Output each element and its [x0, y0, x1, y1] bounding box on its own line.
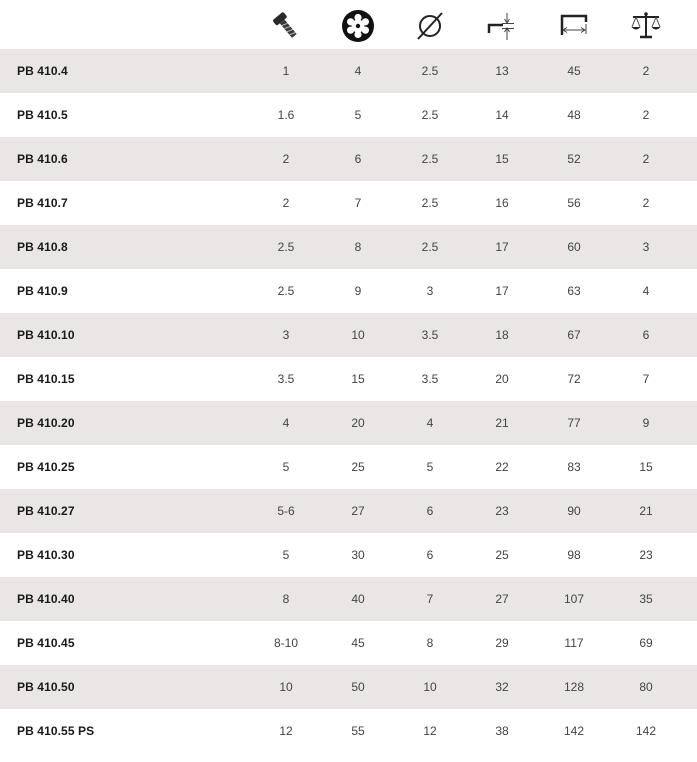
table-cell: 2.5 [277, 240, 295, 254]
product-code: PB 410.9 [17, 284, 68, 298]
table-cell: 14 [495, 108, 509, 122]
torx-star-icon [341, 9, 375, 43]
table-cell: 10 [351, 328, 365, 342]
table-cell: 142 [635, 724, 657, 738]
product-code: PB 410.25 [17, 460, 75, 474]
table-cell: 15 [639, 460, 653, 474]
table-cell: 98 [567, 548, 581, 562]
diameter-icon [413, 9, 447, 43]
table-cell: 6 [426, 504, 434, 518]
table-cell: 17 [495, 284, 509, 298]
long-arm-length-icon [557, 9, 591, 43]
table-body [0, 49, 697, 753]
table-cell: 15 [495, 152, 509, 166]
table-cell: 63 [567, 284, 581, 298]
table-cell: 90 [567, 504, 581, 518]
table-row [0, 357, 697, 401]
table-row [0, 621, 697, 665]
table-cell: 3 [282, 328, 290, 342]
table-row [0, 137, 697, 181]
product-code: PB 410.15 [17, 372, 75, 386]
table-row [0, 401, 697, 445]
table-cell: 23 [495, 504, 509, 518]
product-code: PB 410.55 PS [17, 724, 95, 738]
product-code: PB 410.7 [17, 196, 68, 210]
table-cell: 27 [351, 504, 365, 518]
table-cell: 8 [354, 240, 362, 254]
weight-scale-icon [629, 9, 663, 43]
table-cell: 4 [282, 416, 290, 430]
table-cell: 12 [423, 724, 437, 738]
table-cell: 10 [423, 680, 437, 694]
table-cell: 128 [563, 680, 585, 694]
product-code: PB 410.45 [17, 636, 75, 650]
table-cell: 16 [495, 196, 509, 210]
table-cell: 142 [563, 724, 585, 738]
table-cell: 6 [426, 548, 434, 562]
table-cell: 2.5 [277, 284, 295, 298]
table-cell: 2 [282, 196, 290, 210]
table-cell: 6 [354, 152, 362, 166]
table-cell: 1 [282, 64, 290, 78]
product-code: PB 410.8 [17, 240, 68, 254]
table-cell: 5 [282, 548, 290, 562]
product-code: PB 410.27 [17, 504, 75, 518]
table-cell: 55 [351, 724, 365, 738]
table-cell: 2.5 [421, 108, 439, 122]
table-cell: 7 [354, 196, 362, 210]
product-code: PB 410.6 [17, 152, 68, 166]
table-row [0, 445, 697, 489]
table-cell: 69 [639, 636, 653, 650]
product-code: PB 410.50 [17, 680, 75, 694]
table-cell: 4 [426, 416, 434, 430]
table-cell: 8 [426, 636, 434, 650]
table-cell: 45 [351, 636, 365, 650]
table-cell: 8-10 [273, 636, 299, 650]
table-cell: 67 [567, 328, 581, 342]
table-cell: 48 [567, 108, 581, 122]
table-cell: 2 [642, 108, 650, 122]
table-cell: 2.5 [421, 196, 439, 210]
table-cell: 72 [567, 372, 581, 386]
table-cell: 23 [639, 548, 653, 562]
table-cell: 20 [351, 416, 365, 430]
product-code: PB 410.4 [17, 64, 68, 78]
table-cell: 29 [495, 636, 509, 650]
table-cell: 4 [642, 284, 650, 298]
table-cell: 56 [567, 196, 581, 210]
product-code: PB 410.30 [17, 548, 75, 562]
table-cell: 5 [426, 460, 434, 474]
table-cell: 117 [564, 636, 584, 650]
table-row [0, 225, 697, 269]
table-cell: 13 [495, 64, 509, 78]
table-cell: 2 [642, 64, 650, 78]
product-code: PB 410.40 [17, 592, 75, 606]
table-cell: 25 [495, 548, 509, 562]
table-cell: 18 [495, 328, 509, 342]
table-cell: 60 [567, 240, 581, 254]
table-cell: 27 [495, 592, 509, 606]
table-cell: 38 [495, 724, 509, 738]
table-cell: 10 [279, 680, 293, 694]
table-cell: 5 [282, 460, 290, 474]
table-header [0, 0, 697, 49]
table-cell: 7 [642, 372, 650, 386]
table-cell: 22 [495, 460, 509, 474]
table-row [0, 269, 697, 313]
table-cell: 35 [639, 592, 653, 606]
table-cell: 50 [351, 680, 365, 694]
table-row [0, 93, 697, 137]
table-cell: 21 [495, 416, 509, 430]
table-row [0, 489, 697, 533]
short-arm-length-icon [485, 9, 519, 43]
table-cell: 12 [279, 724, 293, 738]
table-row [0, 49, 697, 93]
table-cell: 2 [282, 152, 290, 166]
table-row [0, 313, 697, 357]
table-cell: 1.6 [277, 108, 295, 122]
table-cell: 2 [642, 196, 650, 210]
table-cell: 9 [354, 284, 362, 298]
table-row [0, 665, 697, 709]
table-cell: 7 [426, 592, 434, 606]
table-cell: 2.5 [421, 152, 439, 166]
table-cell: 2 [642, 152, 650, 166]
table-cell: 45 [567, 64, 581, 78]
table-cell: 3 [642, 240, 650, 254]
table-cell: 3.5 [421, 328, 439, 342]
table-cell: 8 [282, 592, 290, 606]
table-cell: 5 [354, 108, 362, 122]
table-cell: 25 [351, 460, 365, 474]
table-cell: 83 [567, 460, 581, 474]
product-code: PB 410.10 [17, 328, 75, 342]
table-cell: 9 [642, 416, 650, 430]
table-cell: 20 [495, 372, 509, 386]
product-code: PB 410.5 [17, 108, 68, 122]
screw-icon [269, 9, 303, 43]
table-cell: 21 [639, 504, 653, 518]
table-cell: 30 [351, 548, 365, 562]
table-cell: 3.5 [421, 372, 439, 386]
table-cell: 32 [495, 680, 509, 694]
table-cell: 2.5 [421, 64, 439, 78]
product-code: PB 410.20 [17, 416, 75, 430]
table-cell: 52 [567, 152, 581, 166]
table-row [0, 577, 697, 621]
table-cell: 5-6 [277, 504, 295, 518]
table-cell: 80 [639, 680, 653, 694]
table-cell: 2.5 [421, 240, 439, 254]
table-cell: 4 [354, 64, 362, 78]
table-cell: 77 [567, 416, 581, 430]
table-cell: 15 [351, 372, 365, 386]
table-cell: 3.5 [277, 372, 295, 386]
table-cell: 17 [495, 240, 509, 254]
table-row [0, 709, 697, 753]
table-cell: 40 [351, 592, 365, 606]
table-row [0, 533, 697, 577]
table-cell: 107 [563, 592, 585, 606]
table-cell: 3 [426, 284, 434, 298]
table-cell: 6 [642, 328, 650, 342]
table-row [0, 181, 697, 225]
